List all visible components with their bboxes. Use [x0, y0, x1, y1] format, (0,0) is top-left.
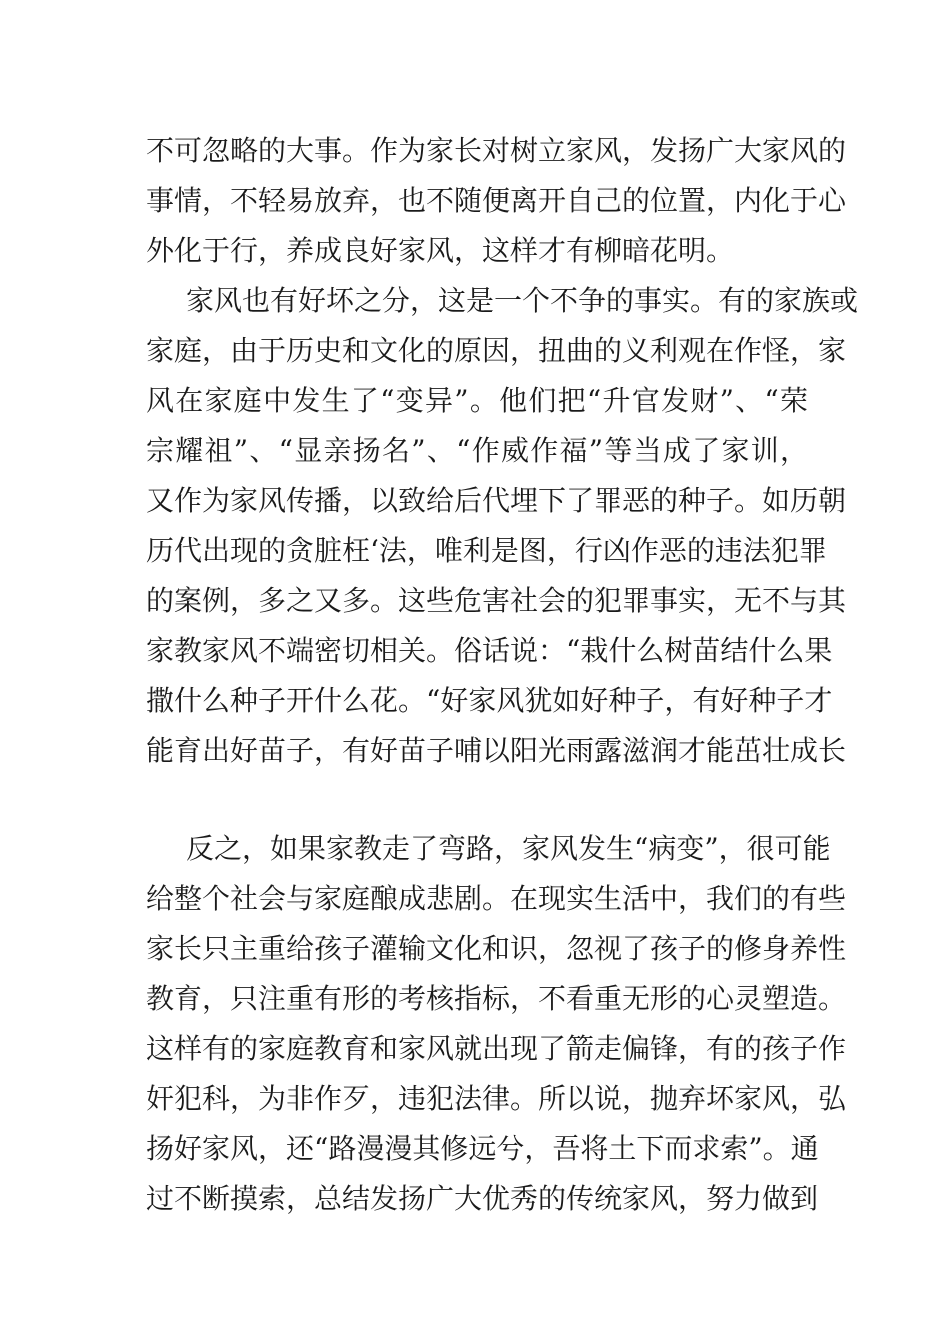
text-line: 奸犯科，为非作歹，违犯法律。所以说，抛弃坏家风，弘: [146, 1082, 847, 1115]
text-line: 家教家风不端密切相关。俗话说：“栽什么树苗结什么果: [146, 634, 833, 667]
text-line: 风在家庭中发生了“变异”。他们把“升官发财”、“荣: [146, 384, 808, 417]
text-line: 过不断摸索，总结发扬广大优秀的传统家风，努力做到: [146, 1182, 819, 1215]
text-line: 这样有的家庭教育和家风就出现了箭走偏锋，有的孩子作: [146, 1032, 847, 1065]
text-line: 家长只主重给孩子灌输文化和识，忽视了孩子的修身养性: [146, 932, 847, 965]
text-line: 历代出现的贪脏枉‘法，唯利是图，行凶作恶的违法犯罪: [146, 534, 827, 567]
text-line: 反之，如果家教走了弯路，家风发生“病变”，很可能: [186, 832, 831, 865]
text-line: 外化于行，养成良好家风，这样才有柳暗花明。: [146, 234, 735, 267]
text-line: 教育，只注重有形的考核指标，不看重无形的心灵塑造。: [146, 982, 847, 1015]
text-line: 给整个社会与家庭酿成悲剧。在现实生活中，我们的有些: [146, 882, 847, 915]
text-line: 扬好家风，还“路漫漫其修远兮，吾将土下而求索”。通: [146, 1132, 819, 1165]
text-line: 宗耀祖”、“显亲扬名”、“作威作福”等当成了家训，: [146, 434, 808, 467]
text-line: 家庭，由于历史和文化的原因，扭曲的义利观在作怪，家: [146, 334, 847, 367]
text-line: 撒什么种子开什么花。“好家风犹如好种子，有好种子才: [146, 684, 833, 717]
text-line: 又作为家风传播，以致给后代埋下了罪恶的种子。如历朝: [146, 484, 847, 517]
text-line: 不可忽略的大事。作为家长对树立家风，发扬广大家风的: [146, 134, 847, 167]
text-line: 事情，不轻易放弃，也不随便离开自己的位置，内化于心: [146, 184, 847, 217]
text-line: 能育出好苗子，有好苗子哺以阳光雨露滋润才能茁壮成长: [146, 734, 847, 767]
text-line: 家风也有好坏之分，这是一个不争的事实。有的家族或: [186, 284, 859, 317]
text-line: 的案例，多之又多。这些危害社会的犯罪事实，无不与其: [146, 584, 847, 617]
